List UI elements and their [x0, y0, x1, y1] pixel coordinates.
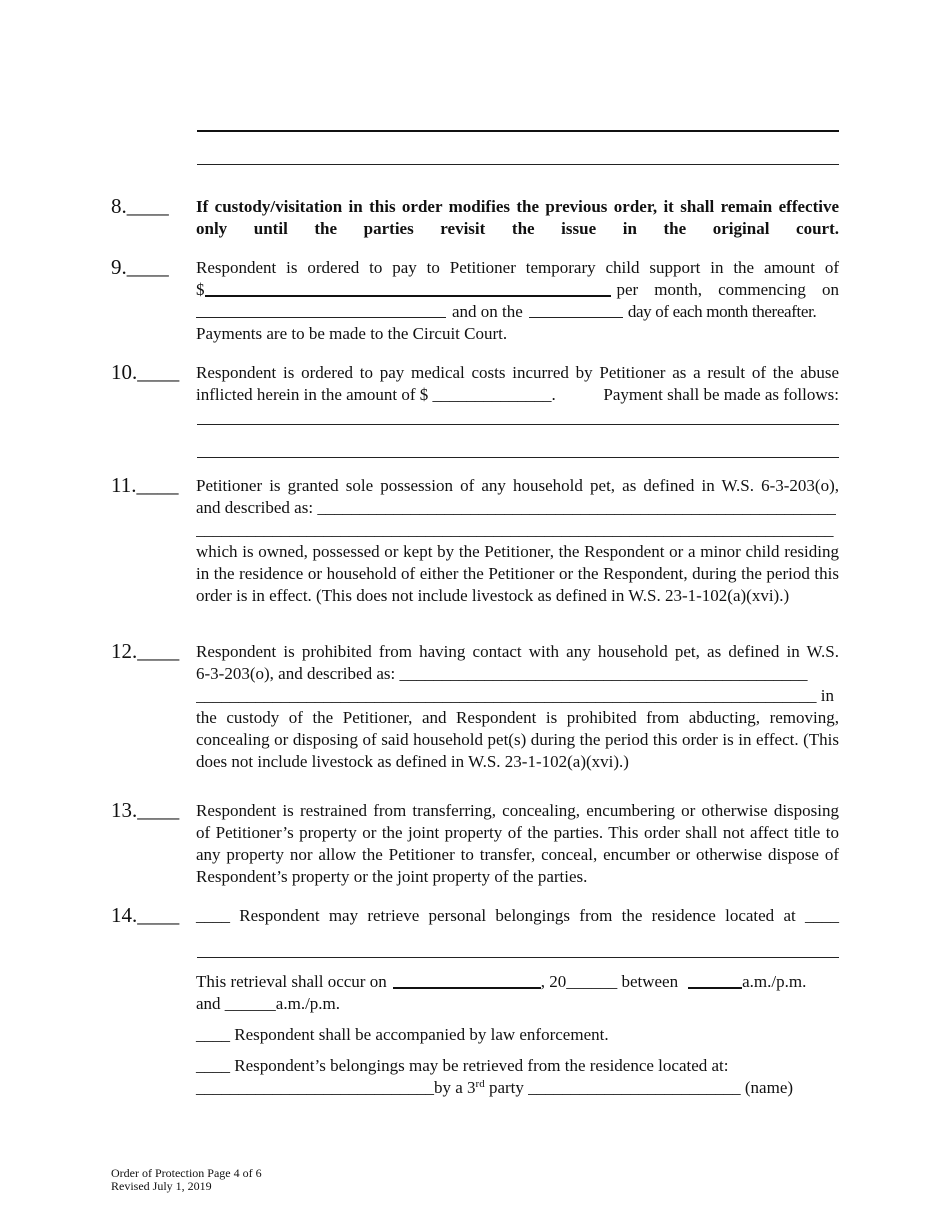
item-11-line-1: Petitioner is granted sole possession of any household pet, as defined in W.S. 6-3-203(o),	[196, 476, 839, 495]
item-number-14: 14.____	[111, 903, 180, 927]
item-number-9: 9.____	[111, 255, 169, 279]
item-12-body: the custody of the Petitioner, and Respondent is prohibited from abducting, removing, concealing or disposing of said household pet(s) during the period this order is in effect. (This does not include livestock as defined in W.S. 23-1-102(a)(xvi).)	[196, 708, 839, 771]
item-13-body: Respondent is restrained from transferring, concealing, encumbering or otherwise disposing of Petitioner’s property or the joint property of the parties. This order shall not affect title to any property nor allow the Petitioner to transfer, conceal, encumber or otherwise dispose of Respondent’s property or the joint property of the parties.	[196, 801, 839, 886]
commencing-date-field[interactable]	[196, 301, 446, 318]
payment-terms-label: Payment shall be made as follows:	[603, 385, 839, 404]
item-number-11: 11.____	[111, 473, 179, 497]
item-9-line-3	[196, 301, 839, 323]
payment-day-field[interactable]	[529, 301, 623, 318]
third-party-name-field[interactable]: party _________________________ (name)	[484, 1078, 794, 1097]
prohibited-pet-field[interactable]: 6-3-203(o), and described as: ________________________________________________	[196, 664, 808, 683]
item-number-12: 12.____	[111, 639, 180, 663]
blank-line[interactable]	[197, 164, 839, 165]
currency-symbol: $	[196, 280, 205, 299]
item-number-8: 8.____	[111, 194, 169, 218]
item-11-text	[196, 475, 839, 607]
third-party-residence-field[interactable]: ____________________________by a 3	[196, 1078, 476, 1097]
retrieval-line-1	[196, 971, 846, 993]
payment-terms-line[interactable]	[197, 424, 839, 425]
item-11-body: which is owned, possessed or kept by the Petitioner, the Respondent or a minor child residing in the residence or household of either the Petitioner or the Respondent, during the period this order is in effect. (This does not include livestock as defined in W.S. 23-1-102(a)(xvi).)	[196, 542, 839, 605]
item-9-per-month: per month, commencing on	[616, 280, 839, 299]
item-8-text: If custody/visitation in this order modifies the previous order, it shall remain effective only until the parties revisit the issue in the original court.	[196, 197, 839, 238]
third-party-line[interactable]	[196, 1077, 846, 1099]
retrieval-date-label: This retrieval shall occur on	[196, 972, 387, 991]
pet-description-field[interactable]: and described as: _____________________________________________________________	[196, 498, 836, 517]
item-9-and-on-the: and on the	[452, 302, 523, 321]
retrieval-date-field[interactable]	[393, 971, 541, 989]
item-number-13: 13.____	[111, 798, 180, 822]
item-10-line-1: Respondent is ordered to pay medical costs incurred by Petitioner as a result of the abuse	[196, 363, 839, 382]
item-12-line-1: Respondent is prohibited from having contact with any household pet, as defined in W.S.	[196, 642, 839, 661]
item-number-10: 10.____	[111, 360, 180, 384]
item-9-line-4: Payments are to be made to the Circuit Court.	[196, 324, 508, 343]
footer-revision: Revised July 1, 2019	[111, 1179, 212, 1193]
item-10-line-2	[196, 384, 839, 406]
item-10-text	[196, 362, 839, 406]
retrieval-schedule	[196, 971, 846, 1015]
blank-line[interactable]	[197, 130, 839, 132]
item-9-line-2	[196, 279, 839, 301]
footer-page-info: Order of Protection Page 4 of 6	[111, 1166, 262, 1180]
retrieval-year-between: , 20______ between	[540, 972, 679, 991]
ordinal-suffix: rd	[475, 1078, 485, 1090]
retrieve-belongings-option[interactable]: ____ Respondent may retrieve personal belongings from the residence located at ____	[196, 906, 839, 925]
item-9-day-of-month: day of each month thereafter.	[627, 302, 817, 321]
medical-cost-amount: inflicted herein in the amount of $ ______________.	[196, 385, 556, 404]
law-enforcement-option[interactable]: ____ Respondent shall be accompanied by law enforcement.	[196, 1025, 609, 1044]
payment-terms-line[interactable]	[197, 457, 839, 458]
item-14-text	[196, 905, 839, 927]
pet-description-line[interactable]: ___________________________________________________________________________	[196, 520, 834, 539]
item-9-line-1: Respondent is ordered to pay to Petitioner temporary child support in the amount of	[196, 258, 839, 277]
item-12-text	[196, 641, 839, 773]
residence-address-line[interactable]	[197, 957, 839, 958]
retrieval-start-time-field[interactable]	[688, 971, 742, 989]
retrieval-start-ampm: a.m./p.m.	[742, 972, 807, 991]
third-party-option[interactable]: ____ Respondent’s belongings may be retrieved from the residence located at:	[196, 1056, 729, 1075]
page-footer	[111, 1167, 262, 1193]
retrieval-end-time[interactable]: and ______a.m./p.m.	[196, 994, 341, 1013]
item-9-text	[196, 257, 839, 345]
prohibited-pet-line[interactable]: _________________________________________________________________________ in	[196, 686, 834, 705]
child-support-amount-field[interactable]	[205, 279, 611, 297]
